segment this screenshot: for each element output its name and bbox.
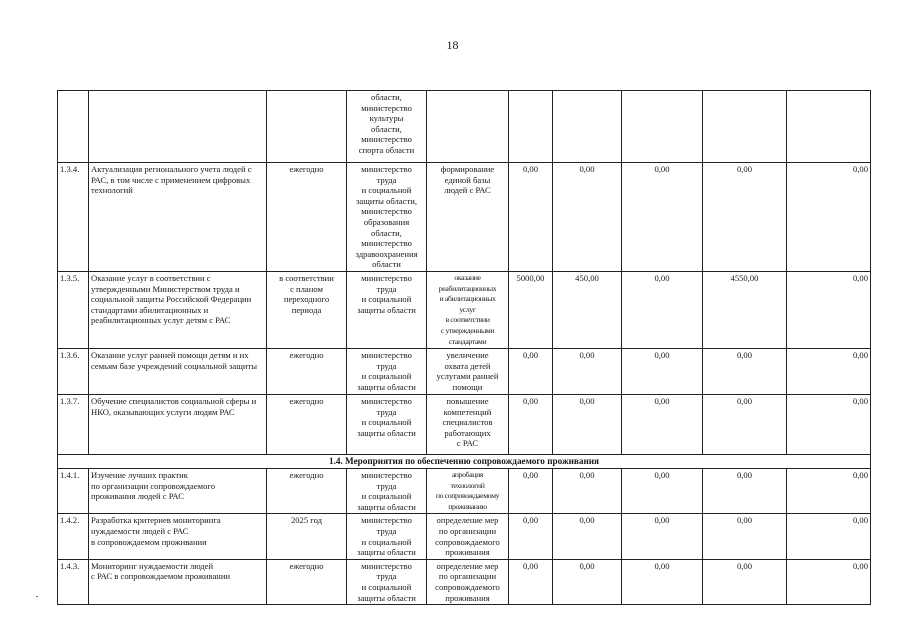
- row-amount-3: 0,00: [622, 163, 703, 272]
- row-executor: министерство труда и социальной защиты области: [347, 395, 427, 455]
- row-amount-3: 0,00: [622, 559, 703, 604]
- row-amount-1: 5000,00: [509, 271, 553, 348]
- row-amount-5: 0,00: [787, 349, 871, 395]
- row-amount-2: [553, 91, 622, 163]
- row-number: 1.3.5.: [58, 271, 89, 348]
- row-amount-5: 0,00: [787, 469, 871, 514]
- row-amount-1: 0,00: [509, 559, 553, 604]
- table-row: [58, 349, 871, 395]
- page-number: 18: [446, 38, 459, 52]
- row-result: увеличение охвата детей услугами ранней помощи: [427, 349, 509, 395]
- row-term: [267, 91, 347, 163]
- row-number: 1.4.1.: [58, 469, 89, 514]
- table-row: [58, 514, 871, 559]
- row-term: ежегодно: [267, 559, 347, 604]
- row-result: оказание реабилитационных и абилитационных услуг в соответствии с утвержденными стандартами: [427, 271, 509, 348]
- row-number: 1.3.7.: [58, 395, 89, 455]
- section-title: 1.4. Мероприятия по обеспечению сопровождаемого проживания: [58, 455, 871, 469]
- row-number: 1.4.2.: [58, 514, 89, 559]
- table-row: [58, 469, 871, 514]
- row-term: в соответствии с планом переходного периода: [267, 271, 347, 348]
- scan-mark: [36, 596, 38, 597]
- row-executor: министерство труда и социальной защиты области, министерство образования области, министерство здравоохранения области: [347, 163, 427, 272]
- row-amount-2: 0,00: [553, 514, 622, 559]
- table-row: [58, 395, 871, 455]
- row-term: ежегодно: [267, 349, 347, 395]
- row-amount-5: 0,00: [787, 559, 871, 604]
- row-amount-1: 0,00: [509, 163, 553, 272]
- row-activity-name: Разработка критериев мониторинга нуждаемости людей с РАС в сопровождаемом проживании: [89, 514, 267, 559]
- row-amount-4: 0,00: [703, 163, 787, 272]
- row-amount-3: 0,00: [622, 469, 703, 514]
- row-amount-4: [703, 91, 787, 163]
- row-executor: области, министерство культуры области, министерство спорта области: [347, 91, 427, 163]
- row-amount-5: 0,00: [787, 395, 871, 455]
- row-activity-name: Оказание услуг в соответствии с утвержденными Министерством труда и социальной защиты Российской Федерации стандартами абилитационных и реабилитационных услуг детям с РАС: [89, 271, 267, 348]
- row-executor: министерство труда и социальной защиты области: [347, 559, 427, 604]
- row-amount-5: 0,00: [787, 271, 871, 348]
- row-activity-name: [89, 91, 267, 163]
- row-term: ежегодно: [267, 395, 347, 455]
- table-row: [58, 163, 871, 272]
- row-amount-4: 0,00: [703, 469, 787, 514]
- row-result: формирование единой базы людей с РАС: [427, 163, 509, 272]
- row-term: 2025 год: [267, 514, 347, 559]
- row-amount-3: [622, 91, 703, 163]
- row-activity-name: Оказание услуг ранней помощи детям и их семьям базе учреждений социальной защиты: [89, 349, 267, 395]
- row-amount-1: [509, 91, 553, 163]
- row-amount-2: 0,00: [553, 469, 622, 514]
- row-amount-5: 0,00: [787, 163, 871, 272]
- row-result: [427, 91, 509, 163]
- row-result: апробация технологий по сопровождаемому проживанию: [427, 469, 509, 514]
- row-executor: министерство труда и социальной защиты области: [347, 469, 427, 514]
- row-term: ежегодно: [267, 163, 347, 272]
- row-amount-2: 0,00: [553, 349, 622, 395]
- row-amount-4: 0,00: [703, 349, 787, 395]
- row-amount-4: 4550,00: [703, 271, 787, 348]
- row-result: определение мер по организации сопровождаемого проживания: [427, 559, 509, 604]
- row-number: 1.4.3.: [58, 559, 89, 604]
- table-row: [58, 559, 871, 604]
- row-amount-1: 0,00: [509, 395, 553, 455]
- row-term: ежегодно: [267, 469, 347, 514]
- row-amount-1: 0,00: [509, 349, 553, 395]
- row-amount-3: 0,00: [622, 514, 703, 559]
- row-result: определение мер по организации сопровождаемого проживания: [427, 514, 509, 559]
- row-amount-4: 0,00: [703, 395, 787, 455]
- row-amount-4: 0,00: [703, 559, 787, 604]
- measures-table: [57, 90, 871, 605]
- row-amount-1: 0,00: [509, 514, 553, 559]
- row-amount-2: 0,00: [553, 163, 622, 272]
- row-amount-3: 0,00: [622, 271, 703, 348]
- row-result: повышение компетенций специалистов работающих с РАС: [427, 395, 509, 455]
- row-activity-name: Обучение специалистов социальной сферы и НКО, оказывающих услуги людям РАС: [89, 395, 267, 455]
- row-executor: министерство труда и социальной защиты области: [347, 349, 427, 395]
- row-number: 1.3.6.: [58, 349, 89, 395]
- row-activity-name: Актуализация регионального учета людей с РАС, в том числе с применением цифровых технологий: [89, 163, 267, 272]
- row-amount-1: 0,00: [509, 469, 553, 514]
- row-activity-name: Мониторинг нуждаемости людей с РАС в сопровождаемом проживании: [89, 559, 267, 604]
- row-number: [58, 91, 89, 163]
- row-amount-2: 0,00: [553, 395, 622, 455]
- row-executor: министерство труда и социальной защиты области: [347, 271, 427, 348]
- row-amount-2: 450,00: [553, 271, 622, 348]
- row-activity-name: Изучение лучших практик по организации сопровождаемого проживания людей с РАС: [89, 469, 267, 514]
- table-row: [58, 271, 871, 348]
- row-amount-3: 0,00: [622, 349, 703, 395]
- row-amount-5: 0,00: [787, 514, 871, 559]
- row-amount-4: 0,00: [703, 514, 787, 559]
- row-amount-3: 0,00: [622, 395, 703, 455]
- row-number: 1.3.4.: [58, 163, 89, 272]
- row-amount-5: [787, 91, 871, 163]
- table-row: [58, 91, 871, 163]
- section-row: [58, 455, 871, 469]
- row-amount-2: 0,00: [553, 559, 622, 604]
- row-executor: министерство труда и социальной защиты области: [347, 514, 427, 559]
